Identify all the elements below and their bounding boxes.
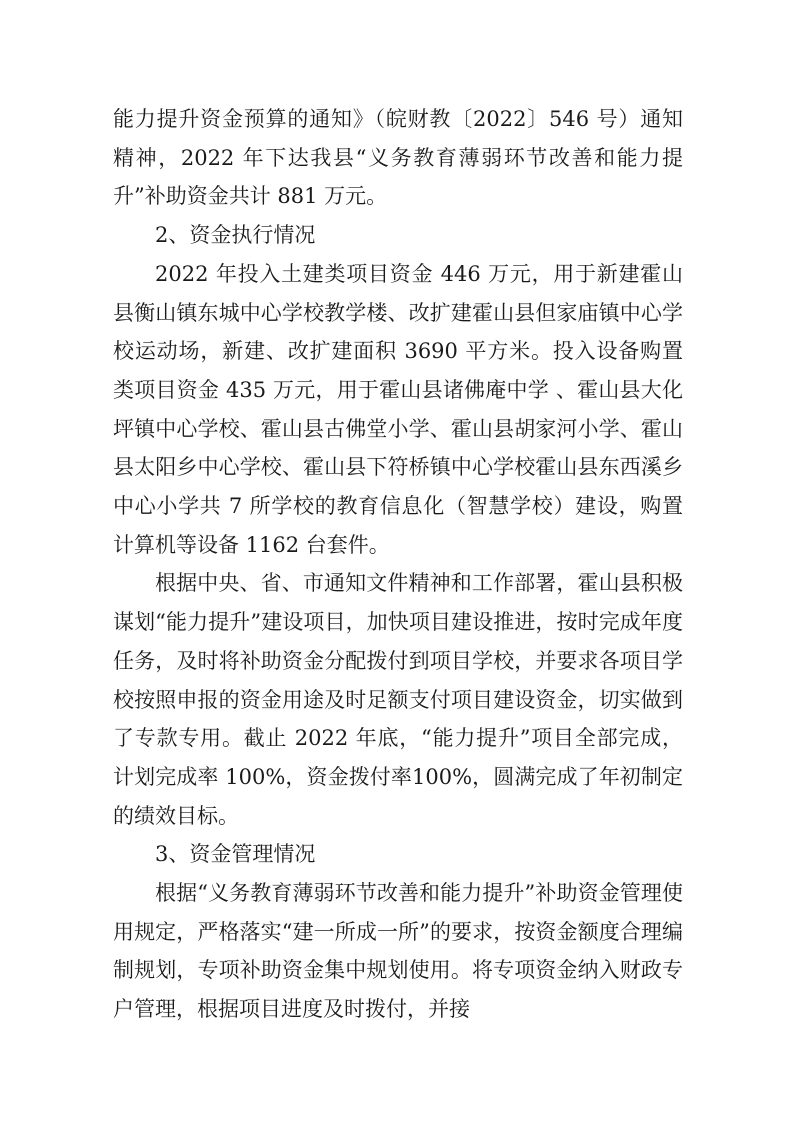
section-heading-fund-management: 3、资金管理情况: [155, 842, 316, 867]
paragraph-fund-execution-details: 2022 年投入土建类项目资金 446 万元，用于新建霍山县衡山镇东城中心学校教学楼、改扩建霍山县但家庙镇中心学校运动场，新建、改扩建面积 3690 平方米。投入设备购置类项目资金 435 万元，用于霍山县诸佛庵中学 、霍山县大化坪镇中心学校、霍山县古佛堂小学、霍山县胡家河小学、霍山县太阳乡中心学校、霍山县下符桥镇中心学校霍山县东西溪乡中心小学共 7 所学校的教育信息化（智慧学校）建设，购置计算机等设备 1162 台套件。: [113, 261, 683, 557]
paragraph-project-implementation: 根据中央、省、市通知文件精神和工作部署，霍山县积极谋划“能力提升”建设项目，加快项目建设推进，按时完成年度任务，及时将补助资金分配拨付到项目学校，并要求各项目学校按照申报的资金用途及时足额支付项目建设资金，切实做到了专款专用。截止 2022 年底，“能力提升”项目全部完成，计划完成率 100%，资金拨付率100%，圆满完成了年初制定的绩效目标。: [113, 571, 683, 828]
paragraph-continuation: 能力提升资金预算的通知》（皖财教〔2022〕546 号）通知精神，2022 年下达我县“义务教育薄弱环节改善和能力提升”补助资金共计 881 万元。: [113, 107, 683, 209]
document-body: [113, 100, 683, 1029]
paragraph-fund-management-details: 根据“义务教育薄弱环节改善和能力提升”补助资金管理使用规定，严格落实“建一所成一所”的要求，按资金额度合理编制规划，专项补助资金集中规划使用。将专项资金纳入财政专户管理，根据项目进度及时拨付，并接: [113, 881, 683, 1022]
section-heading-fund-execution: 2、资金执行情况: [155, 223, 316, 248]
